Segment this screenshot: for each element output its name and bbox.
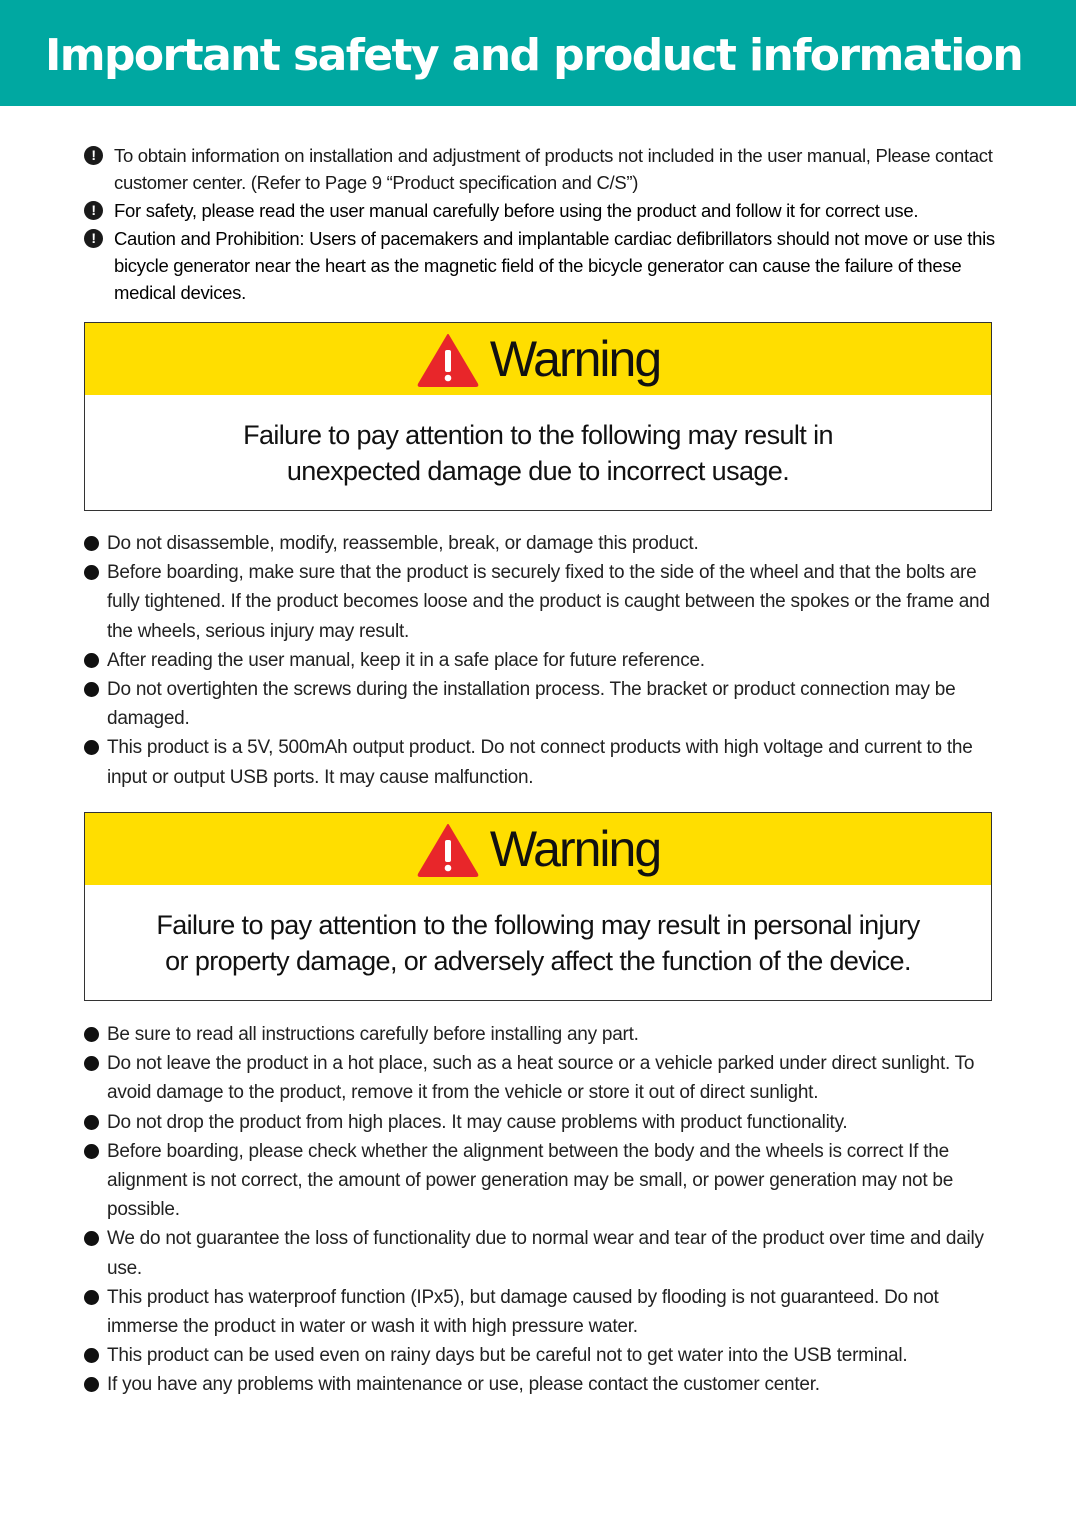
bullet-dot-icon <box>84 1027 99 1042</box>
warning-message <box>85 885 991 979</box>
safety-note-text: For safety, please read the user manual carefully before using the product and follow it for correct use. <box>114 200 919 221</box>
bullet-dot-icon <box>84 536 99 551</box>
warning-list-2 <box>84 1020 1004 1400</box>
warning-title: Warning <box>489 821 661 877</box>
bullet-dot-icon <box>84 1348 99 1363</box>
warning-list-1 <box>84 529 1004 792</box>
warning-box-1 <box>84 322 992 511</box>
list-item: This product has waterproof function (IPx5), but damage caused by flooding is not guaranteed. Do not immerse the product in water or wash it with high pressure water. <box>84 1283 1004 1341</box>
safety-note <box>84 225 1014 306</box>
list-item: We do not guarantee the loss of functionality due to normal wear and tear of the product over time and daily use. <box>84 1224 1004 1282</box>
exclamation-circle-icon: ! <box>84 201 103 220</box>
safety-note <box>84 197 1014 224</box>
safety-notes <box>84 142 1014 307</box>
warning-triangle-icon <box>416 822 480 878</box>
list-item: If you have any problems with maintenance or use, please contact the customer center. <box>84 1370 1004 1399</box>
bullet-dot-icon <box>84 740 99 755</box>
warning-header <box>85 813 991 885</box>
bullet-dot-icon <box>84 682 99 697</box>
list-item: Before boarding, make sure that the product is securely fixed to the side of the wheel and that the bolts are fully tightened. If the product becomes loose and the product is caught between the spokes or the frame and the wheels, serious injury may result. <box>84 558 1004 646</box>
warning-message-line: Failure to pay attention to the following may result in personal injury <box>156 910 920 940</box>
warning-message <box>85 395 991 489</box>
bullet-dot-icon <box>84 1056 99 1071</box>
safety-note <box>84 142 1014 196</box>
bullet-dot-icon <box>84 653 99 668</box>
bullet-dot-icon <box>84 1377 99 1392</box>
list-item: After reading the user manual, keep it in a safe place for future reference. <box>84 646 1004 675</box>
warning-header <box>85 323 991 395</box>
exclamation-circle-icon: ! <box>84 229 103 248</box>
bullet-dot-icon <box>84 565 99 580</box>
list-item: Do not drop the product from high places. It may cause problems with product functionality. <box>84 1108 1004 1137</box>
list-item: Be sure to read all instructions carefully before installing any part. <box>84 1020 1004 1049</box>
list-item: Do not overtighten the screws during the installation process. The bracket or product connection may be damaged. <box>84 675 1004 733</box>
list-item: Do not disassemble, modify, reassemble, break, or damage this product. <box>84 529 1004 558</box>
warning-title: Warning <box>489 331 661 387</box>
safety-note-text: To obtain information on installation and adjustment of products not included in the user manual, Please contact customer center. (Refer to Page 9 “Product specification and C/S”) <box>114 145 993 193</box>
page-header <box>0 0 1076 106</box>
warning-message-line: Failure to pay attention to the following may result in <box>243 420 833 450</box>
list-item: This product can be used even on rainy days but be careful not to get water into the USB terminal. <box>84 1341 1004 1370</box>
page-title: Important safety and product information <box>45 30 1023 81</box>
warning-message-line: or property damage, or adversely affect the function of the device. <box>165 946 911 976</box>
warning-message-line: unexpected damage due to incorrect usage. <box>286 456 790 486</box>
bullet-dot-icon <box>84 1115 99 1130</box>
list-item: Before boarding, please check whether the alignment between the body and the wheels is correct If the alignment is not correct, the amount of power generation may be small, or power generation may not be possible. <box>84 1137 1004 1225</box>
exclamation-circle-icon: ! <box>84 146 103 165</box>
bullet-dot-icon <box>84 1231 99 1246</box>
safety-note-text: Caution and Prohibition: Users of pacemakers and implantable cardiac defibrillators should not move or use this bicycle generator near the heart as the magnetic field of the bicycle generator can cause the failure of these medical devices. <box>114 228 995 303</box>
warning-box-2 <box>84 812 992 1001</box>
warning-triangle-icon <box>416 332 480 388</box>
bullet-dot-icon <box>84 1144 99 1159</box>
list-item: Do not leave the product in a hot place, such as a heat source or a vehicle parked under direct sunlight. To avoid damage to the product, remove it from the vehicle or store it out of direct sunlight. <box>84 1049 1004 1107</box>
bullet-dot-icon <box>84 1290 99 1305</box>
list-item: This product is a 5V, 500mAh output product. Do not connect products with high voltage and current to the input or output USB ports. It may cause malfunction. <box>84 733 1004 791</box>
